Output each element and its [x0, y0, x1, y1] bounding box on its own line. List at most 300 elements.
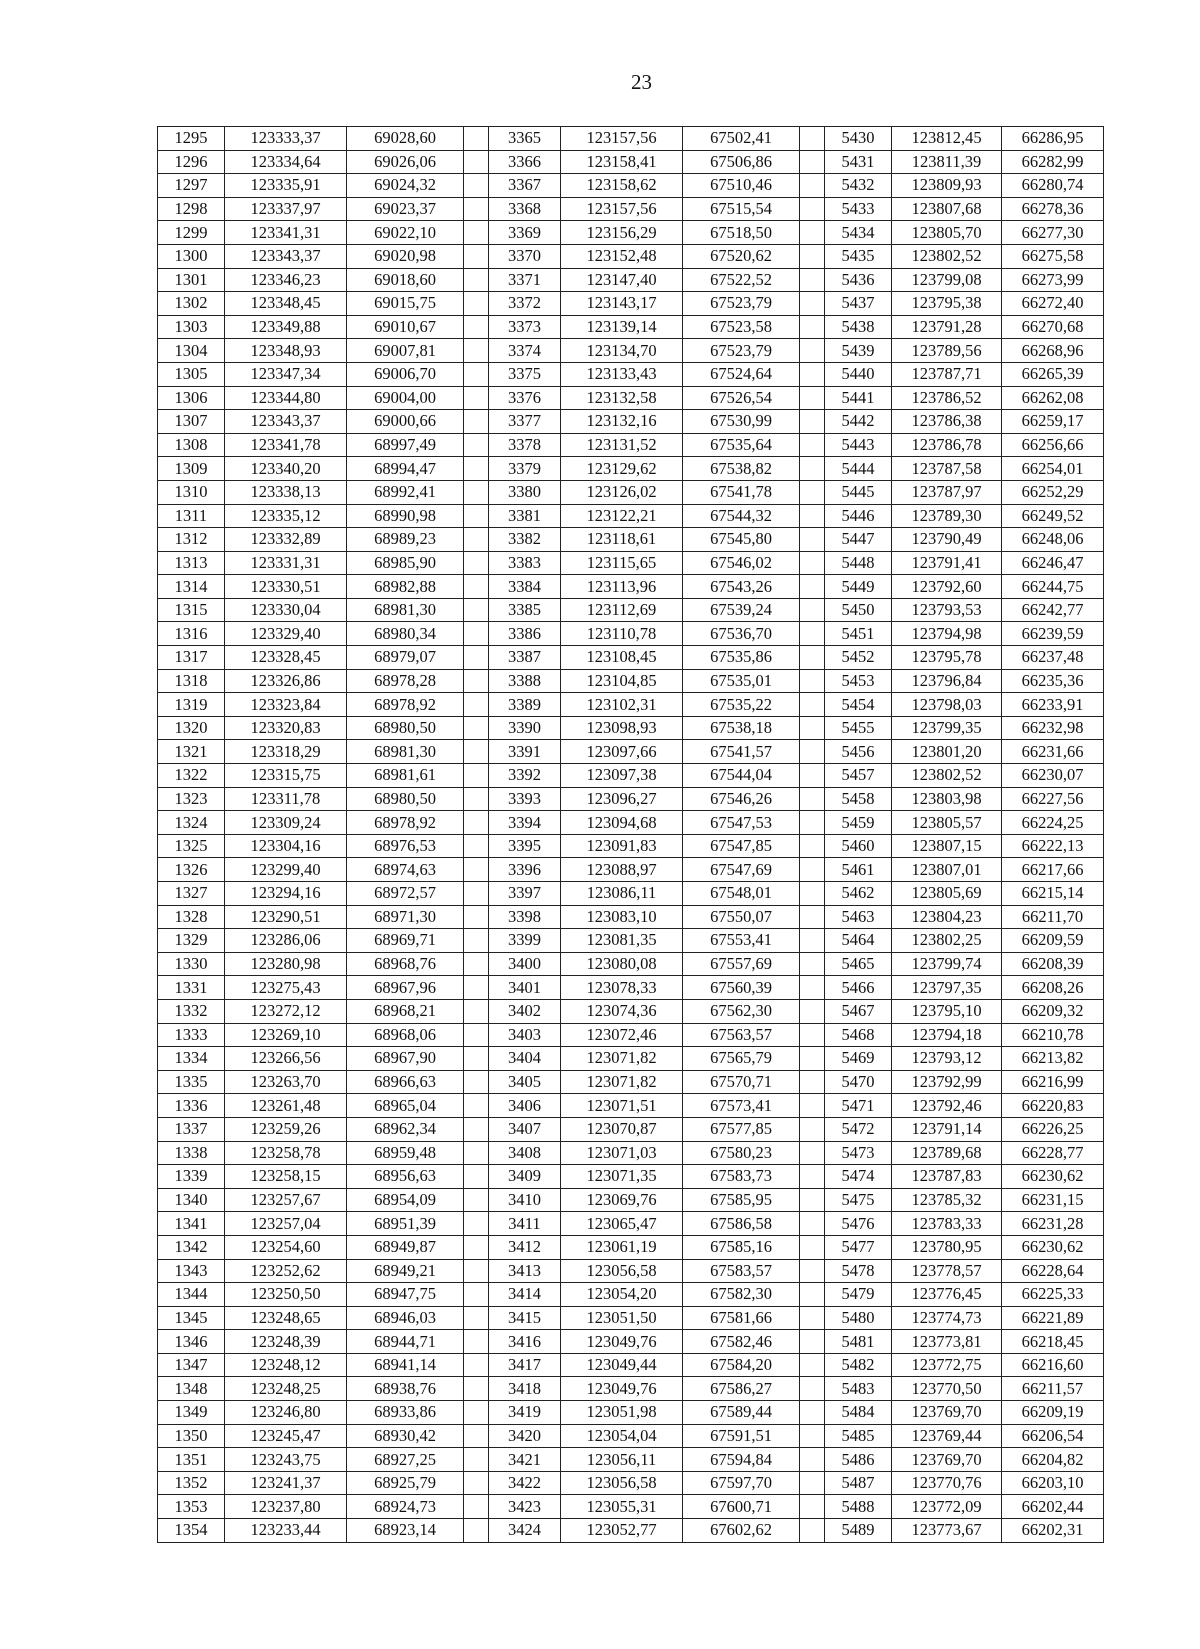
group2-y-coordinate-cell: 67586,58	[683, 1212, 800, 1236]
table-row	[158, 1188, 1104, 1212]
group3-y-coordinate-cell: 66278,36	[1002, 197, 1104, 221]
group2-x-coordinate-cell: 123122,21	[561, 504, 683, 528]
group2-y-coordinate-cell: 67523,79	[683, 339, 800, 363]
group3-x-coordinate-cell: 123769,70	[892, 1448, 1002, 1472]
group3-point-number-cell: 5444	[825, 457, 892, 481]
group1-x-coordinate-cell: 123329,40	[225, 622, 347, 646]
group2-point-number-cell: 3387	[489, 646, 561, 670]
group3-y-coordinate-cell: 66277,30	[1002, 221, 1104, 245]
group2-x-coordinate-cell: 123094,68	[561, 811, 683, 835]
group1-y-coordinate-cell: 68949,87	[347, 1235, 464, 1259]
table-row	[158, 1424, 1104, 1448]
group2-x-coordinate-cell: 123070,87	[561, 1117, 683, 1141]
column-spacer	[800, 221, 825, 245]
group1-y-coordinate-cell: 68962,34	[347, 1117, 464, 1141]
group1-point-number-cell: 1326	[158, 858, 225, 882]
column-spacer	[464, 693, 489, 717]
group3-y-coordinate-cell: 66232,98	[1002, 716, 1104, 740]
group2-point-number-cell: 3390	[489, 716, 561, 740]
group2-x-coordinate-cell: 123065,47	[561, 1212, 683, 1236]
group3-x-coordinate-cell: 123793,12	[892, 1047, 1002, 1071]
group2-y-coordinate-cell: 67563,57	[683, 1023, 800, 1047]
group2-x-coordinate-cell: 123102,31	[561, 693, 683, 717]
group2-y-coordinate-cell: 67570,71	[683, 1070, 800, 1094]
group2-x-coordinate-cell: 123071,82	[561, 1047, 683, 1071]
group2-point-number-cell: 3412	[489, 1235, 561, 1259]
group2-x-coordinate-cell: 123157,56	[561, 197, 683, 221]
group3-x-coordinate-cell: 123787,58	[892, 457, 1002, 481]
group3-point-number-cell: 5469	[825, 1047, 892, 1071]
group1-point-number-cell: 1335	[158, 1070, 225, 1094]
group3-x-coordinate-cell: 123801,20	[892, 740, 1002, 764]
group2-x-coordinate-cell: 123052,77	[561, 1519, 683, 1543]
table-row	[158, 551, 1104, 575]
table-row	[158, 1235, 1104, 1259]
group2-point-number-cell: 3418	[489, 1377, 561, 1401]
column-spacer	[800, 999, 825, 1023]
group2-point-number-cell: 3380	[489, 480, 561, 504]
column-spacer	[464, 339, 489, 363]
group2-x-coordinate-cell: 123054,20	[561, 1283, 683, 1307]
group1-x-coordinate-cell: 123248,12	[225, 1353, 347, 1377]
group3-x-coordinate-cell: 123786,38	[892, 410, 1002, 434]
group2-y-coordinate-cell: 67545,80	[683, 528, 800, 552]
group3-y-coordinate-cell: 66208,26	[1002, 976, 1104, 1000]
table-row	[158, 244, 1104, 268]
column-spacer	[800, 787, 825, 811]
table-row	[158, 622, 1104, 646]
group2-y-coordinate-cell: 67584,20	[683, 1353, 800, 1377]
column-spacer	[800, 1117, 825, 1141]
group3-point-number-cell: 5438	[825, 315, 892, 339]
group3-point-number-cell: 5441	[825, 386, 892, 410]
column-spacer	[800, 811, 825, 835]
group3-y-coordinate-cell: 66202,44	[1002, 1495, 1104, 1519]
group3-point-number-cell: 5473	[825, 1141, 892, 1165]
group1-y-coordinate-cell: 69018,60	[347, 268, 464, 292]
group2-point-number-cell: 3421	[489, 1448, 561, 1472]
column-spacer	[464, 669, 489, 693]
table-row	[158, 127, 1104, 151]
column-spacer	[800, 646, 825, 670]
column-spacer	[464, 410, 489, 434]
group3-y-coordinate-cell: 66237,48	[1002, 646, 1104, 670]
group1-point-number-cell: 1314	[158, 575, 225, 599]
table-row	[158, 1023, 1104, 1047]
column-spacer	[800, 1330, 825, 1354]
group2-point-number-cell: 3415	[489, 1306, 561, 1330]
column-spacer	[800, 433, 825, 457]
group2-x-coordinate-cell: 123083,10	[561, 905, 683, 929]
group2-x-coordinate-cell: 123096,27	[561, 787, 683, 811]
column-spacer	[800, 740, 825, 764]
group1-x-coordinate-cell: 123333,37	[225, 127, 347, 151]
group2-x-coordinate-cell: 123126,02	[561, 480, 683, 504]
table-row	[158, 1094, 1104, 1118]
group1-x-coordinate-cell: 123237,80	[225, 1495, 347, 1519]
column-spacer	[800, 622, 825, 646]
group1-y-coordinate-cell: 68978,28	[347, 669, 464, 693]
group2-point-number-cell: 3405	[489, 1070, 561, 1094]
group1-x-coordinate-cell: 123335,12	[225, 504, 347, 528]
group2-y-coordinate-cell: 67523,79	[683, 292, 800, 316]
group2-y-coordinate-cell: 67541,78	[683, 480, 800, 504]
group1-point-number-cell: 1317	[158, 646, 225, 670]
group1-y-coordinate-cell: 68930,42	[347, 1424, 464, 1448]
table-row	[158, 764, 1104, 788]
column-spacer	[464, 764, 489, 788]
table-row	[158, 504, 1104, 528]
group1-y-coordinate-cell: 68982,88	[347, 575, 464, 599]
group2-y-coordinate-cell: 67506,86	[683, 150, 800, 174]
column-spacer	[800, 575, 825, 599]
group1-y-coordinate-cell: 68966,63	[347, 1070, 464, 1094]
group2-x-coordinate-cell: 123131,52	[561, 433, 683, 457]
group2-x-coordinate-cell: 123158,41	[561, 150, 683, 174]
group3-point-number-cell: 5462	[825, 882, 892, 906]
group1-point-number-cell: 1348	[158, 1377, 225, 1401]
group3-point-number-cell: 5476	[825, 1212, 892, 1236]
group3-x-coordinate-cell: 123793,53	[892, 598, 1002, 622]
group3-point-number-cell: 5470	[825, 1070, 892, 1094]
group1-x-coordinate-cell: 123266,56	[225, 1047, 347, 1071]
column-spacer	[464, 174, 489, 198]
group1-y-coordinate-cell: 68965,04	[347, 1094, 464, 1118]
group2-y-coordinate-cell: 67547,53	[683, 811, 800, 835]
column-spacer	[464, 1070, 489, 1094]
group2-x-coordinate-cell: 123097,66	[561, 740, 683, 764]
group1-y-coordinate-cell: 68994,47	[347, 457, 464, 481]
group2-x-coordinate-cell: 123158,62	[561, 174, 683, 198]
group3-x-coordinate-cell: 123772,75	[892, 1353, 1002, 1377]
group2-x-coordinate-cell: 123056,58	[561, 1259, 683, 1283]
group3-y-coordinate-cell: 66262,08	[1002, 386, 1104, 410]
group2-point-number-cell: 3386	[489, 622, 561, 646]
group1-x-coordinate-cell: 123330,04	[225, 598, 347, 622]
table-row	[158, 1117, 1104, 1141]
group3-x-coordinate-cell: 123812,45	[892, 127, 1002, 151]
group1-y-coordinate-cell: 68938,76	[347, 1377, 464, 1401]
group1-x-coordinate-cell: 123245,47	[225, 1424, 347, 1448]
group2-point-number-cell: 3384	[489, 575, 561, 599]
group3-point-number-cell: 5480	[825, 1306, 892, 1330]
group1-point-number-cell: 1338	[158, 1141, 225, 1165]
group3-point-number-cell: 5431	[825, 150, 892, 174]
group3-x-coordinate-cell: 123795,10	[892, 999, 1002, 1023]
group1-x-coordinate-cell: 123272,12	[225, 999, 347, 1023]
column-spacer	[800, 197, 825, 221]
group3-x-coordinate-cell: 123790,49	[892, 528, 1002, 552]
group1-y-coordinate-cell: 68971,30	[347, 905, 464, 929]
group3-point-number-cell: 5471	[825, 1094, 892, 1118]
column-spacer	[464, 598, 489, 622]
group2-y-coordinate-cell: 67510,46	[683, 174, 800, 198]
group1-point-number-cell: 1304	[158, 339, 225, 363]
group2-point-number-cell: 3377	[489, 410, 561, 434]
group3-point-number-cell: 5484	[825, 1401, 892, 1425]
table-row	[158, 1070, 1104, 1094]
group2-x-coordinate-cell: 123086,11	[561, 882, 683, 906]
table-row	[158, 386, 1104, 410]
table-row	[158, 693, 1104, 717]
group1-y-coordinate-cell: 68927,25	[347, 1448, 464, 1472]
column-spacer	[464, 1401, 489, 1425]
group3-point-number-cell: 5435	[825, 244, 892, 268]
group3-y-coordinate-cell: 66282,99	[1002, 150, 1104, 174]
column-spacer	[800, 551, 825, 575]
group3-x-coordinate-cell: 123791,41	[892, 551, 1002, 575]
column-spacer	[800, 1188, 825, 1212]
column-spacer	[800, 1094, 825, 1118]
group3-y-coordinate-cell: 66216,60	[1002, 1353, 1104, 1377]
group1-y-coordinate-cell: 69026,06	[347, 150, 464, 174]
table-row	[158, 740, 1104, 764]
group3-x-coordinate-cell: 123789,56	[892, 339, 1002, 363]
group1-point-number-cell: 1342	[158, 1235, 225, 1259]
group2-x-coordinate-cell: 123074,36	[561, 999, 683, 1023]
group2-y-coordinate-cell: 67535,64	[683, 433, 800, 457]
group1-x-coordinate-cell: 123318,29	[225, 740, 347, 764]
group3-point-number-cell: 5448	[825, 551, 892, 575]
group3-x-coordinate-cell: 123794,18	[892, 1023, 1002, 1047]
group2-y-coordinate-cell: 67515,54	[683, 197, 800, 221]
group1-point-number-cell: 1323	[158, 787, 225, 811]
column-spacer	[464, 386, 489, 410]
column-spacer	[464, 268, 489, 292]
group1-x-coordinate-cell: 123304,16	[225, 834, 347, 858]
group2-y-coordinate-cell: 67523,58	[683, 315, 800, 339]
column-spacer	[464, 1519, 489, 1543]
group3-y-coordinate-cell: 66230,07	[1002, 764, 1104, 788]
group2-point-number-cell: 3401	[489, 976, 561, 1000]
group2-point-number-cell: 3366	[489, 150, 561, 174]
group2-point-number-cell: 3394	[489, 811, 561, 835]
coordinates-table	[157, 126, 1104, 1543]
group3-y-coordinate-cell: 66228,64	[1002, 1259, 1104, 1283]
column-spacer	[800, 268, 825, 292]
column-spacer	[464, 1330, 489, 1354]
group2-x-coordinate-cell: 123132,58	[561, 386, 683, 410]
group1-y-coordinate-cell: 69006,70	[347, 362, 464, 386]
group3-x-coordinate-cell: 123805,69	[892, 882, 1002, 906]
column-spacer	[464, 457, 489, 481]
group1-y-coordinate-cell: 69023,37	[347, 197, 464, 221]
group3-y-coordinate-cell: 66225,33	[1002, 1283, 1104, 1307]
group1-y-coordinate-cell: 68924,73	[347, 1495, 464, 1519]
group3-y-coordinate-cell: 66204,82	[1002, 1448, 1104, 1472]
group1-y-coordinate-cell: 68947,75	[347, 1283, 464, 1307]
group1-point-number-cell: 1352	[158, 1471, 225, 1495]
group1-point-number-cell: 1341	[158, 1212, 225, 1236]
group3-x-coordinate-cell: 123769,70	[892, 1401, 1002, 1425]
group2-y-coordinate-cell: 67535,01	[683, 669, 800, 693]
group1-x-coordinate-cell: 123320,83	[225, 716, 347, 740]
group2-x-coordinate-cell: 123152,48	[561, 244, 683, 268]
group3-x-coordinate-cell: 123772,09	[892, 1495, 1002, 1519]
table-row	[158, 646, 1104, 670]
group1-y-coordinate-cell: 68949,21	[347, 1259, 464, 1283]
group2-x-coordinate-cell: 123108,45	[561, 646, 683, 670]
group3-y-coordinate-cell: 66221,89	[1002, 1306, 1104, 1330]
table-row	[158, 268, 1104, 292]
group2-point-number-cell: 3424	[489, 1519, 561, 1543]
group3-y-coordinate-cell: 66210,78	[1002, 1023, 1104, 1047]
group2-point-number-cell: 3393	[489, 787, 561, 811]
column-spacer	[800, 1212, 825, 1236]
group2-point-number-cell: 3365	[489, 127, 561, 151]
group2-point-number-cell: 3392	[489, 764, 561, 788]
group2-point-number-cell: 3416	[489, 1330, 561, 1354]
group1-x-coordinate-cell: 123254,60	[225, 1235, 347, 1259]
group2-y-coordinate-cell: 67597,70	[683, 1471, 800, 1495]
group2-point-number-cell: 3370	[489, 244, 561, 268]
group2-y-coordinate-cell: 67548,01	[683, 882, 800, 906]
group2-x-coordinate-cell: 123133,43	[561, 362, 683, 386]
group3-x-coordinate-cell: 123792,60	[892, 575, 1002, 599]
column-spacer	[800, 315, 825, 339]
group1-x-coordinate-cell: 123280,98	[225, 952, 347, 976]
group2-point-number-cell: 3417	[489, 1353, 561, 1377]
group2-x-coordinate-cell: 123088,97	[561, 858, 683, 882]
group2-y-coordinate-cell: 67530,99	[683, 410, 800, 434]
table-row	[158, 433, 1104, 457]
group2-x-coordinate-cell: 123072,46	[561, 1023, 683, 1047]
column-spacer	[464, 292, 489, 316]
group1-y-coordinate-cell: 69007,81	[347, 339, 464, 363]
column-spacer	[464, 834, 489, 858]
column-spacer	[800, 386, 825, 410]
group1-x-coordinate-cell: 123248,65	[225, 1306, 347, 1330]
group1-y-coordinate-cell: 68956,63	[347, 1165, 464, 1189]
group2-point-number-cell: 3368	[489, 197, 561, 221]
column-spacer	[464, 1353, 489, 1377]
group2-x-coordinate-cell: 123069,76	[561, 1188, 683, 1212]
group3-y-coordinate-cell: 66218,45	[1002, 1330, 1104, 1354]
column-spacer	[800, 834, 825, 858]
group1-point-number-cell: 1336	[158, 1094, 225, 1118]
group1-point-number-cell: 1311	[158, 504, 225, 528]
column-spacer	[464, 1424, 489, 1448]
group2-y-coordinate-cell: 67535,22	[683, 693, 800, 717]
group3-point-number-cell: 5464	[825, 929, 892, 953]
group2-y-coordinate-cell: 67582,30	[683, 1283, 800, 1307]
group2-point-number-cell: 3419	[489, 1401, 561, 1425]
group3-point-number-cell: 5445	[825, 480, 892, 504]
group2-point-number-cell: 3411	[489, 1212, 561, 1236]
column-spacer	[464, 221, 489, 245]
group3-y-coordinate-cell: 66272,40	[1002, 292, 1104, 316]
table-row	[158, 1283, 1104, 1307]
group1-point-number-cell: 1354	[158, 1519, 225, 1543]
group1-x-coordinate-cell: 123258,78	[225, 1141, 347, 1165]
group1-y-coordinate-cell: 68967,96	[347, 976, 464, 1000]
group1-x-coordinate-cell: 123309,24	[225, 811, 347, 835]
group1-point-number-cell: 1322	[158, 764, 225, 788]
group2-point-number-cell: 3385	[489, 598, 561, 622]
group2-x-coordinate-cell: 123071,35	[561, 1165, 683, 1189]
group3-point-number-cell: 5465	[825, 952, 892, 976]
group3-x-coordinate-cell: 123786,52	[892, 386, 1002, 410]
group2-point-number-cell: 3372	[489, 292, 561, 316]
group2-x-coordinate-cell: 123056,58	[561, 1471, 683, 1495]
group3-y-coordinate-cell: 66239,59	[1002, 622, 1104, 646]
group3-x-coordinate-cell: 123792,99	[892, 1070, 1002, 1094]
group3-y-coordinate-cell: 66208,39	[1002, 952, 1104, 976]
group3-point-number-cell: 5443	[825, 433, 892, 457]
group3-y-coordinate-cell: 66275,58	[1002, 244, 1104, 268]
group3-point-number-cell: 5477	[825, 1235, 892, 1259]
group1-y-coordinate-cell: 69028,60	[347, 127, 464, 151]
group2-x-coordinate-cell: 123049,44	[561, 1353, 683, 1377]
group3-x-coordinate-cell: 123789,30	[892, 504, 1002, 528]
column-spacer	[464, 952, 489, 976]
group2-x-coordinate-cell: 123080,08	[561, 952, 683, 976]
column-spacer	[464, 1141, 489, 1165]
group2-x-coordinate-cell: 123071,03	[561, 1141, 683, 1165]
group2-point-number-cell: 3420	[489, 1424, 561, 1448]
group3-x-coordinate-cell: 123789,68	[892, 1141, 1002, 1165]
group3-point-number-cell: 5487	[825, 1471, 892, 1495]
group2-y-coordinate-cell: 67518,50	[683, 221, 800, 245]
group2-point-number-cell: 3402	[489, 999, 561, 1023]
group1-y-coordinate-cell: 68933,86	[347, 1401, 464, 1425]
group3-y-coordinate-cell: 66248,06	[1002, 528, 1104, 552]
group1-y-coordinate-cell: 68954,09	[347, 1188, 464, 1212]
group2-x-coordinate-cell: 123104,85	[561, 669, 683, 693]
group1-y-coordinate-cell: 68980,50	[347, 787, 464, 811]
group2-point-number-cell: 3383	[489, 551, 561, 575]
table-row	[158, 1401, 1104, 1425]
column-spacer	[800, 1495, 825, 1519]
group3-x-coordinate-cell: 123797,35	[892, 976, 1002, 1000]
column-spacer	[464, 1023, 489, 1047]
column-spacer	[800, 929, 825, 953]
group3-x-coordinate-cell: 123783,33	[892, 1212, 1002, 1236]
group3-x-coordinate-cell: 123795,38	[892, 292, 1002, 316]
column-spacer	[800, 1165, 825, 1189]
group3-point-number-cell: 5489	[825, 1519, 892, 1543]
group1-point-number-cell: 1321	[158, 740, 225, 764]
group3-x-coordinate-cell: 123798,03	[892, 693, 1002, 717]
group3-x-coordinate-cell: 123799,35	[892, 716, 1002, 740]
group2-x-coordinate-cell: 123147,40	[561, 268, 683, 292]
group3-x-coordinate-cell: 123799,74	[892, 952, 1002, 976]
group3-point-number-cell: 5452	[825, 646, 892, 670]
group3-y-coordinate-cell: 66273,99	[1002, 268, 1104, 292]
group3-point-number-cell: 5433	[825, 197, 892, 221]
column-spacer	[464, 976, 489, 1000]
group2-x-coordinate-cell: 123118,61	[561, 528, 683, 552]
group1-point-number-cell: 1330	[158, 952, 225, 976]
group1-point-number-cell: 1339	[158, 1165, 225, 1189]
group1-point-number-cell: 1297	[158, 174, 225, 198]
group3-y-coordinate-cell: 66203,10	[1002, 1471, 1104, 1495]
group2-point-number-cell: 3376	[489, 386, 561, 410]
group2-point-number-cell: 3391	[489, 740, 561, 764]
group1-point-number-cell: 1351	[158, 1448, 225, 1472]
group3-x-coordinate-cell: 123787,83	[892, 1165, 1002, 1189]
group2-y-coordinate-cell: 67544,32	[683, 504, 800, 528]
group3-x-coordinate-cell: 123774,73	[892, 1306, 1002, 1330]
group1-y-coordinate-cell: 69004,00	[347, 386, 464, 410]
group1-x-coordinate-cell: 123341,78	[225, 433, 347, 457]
group1-x-coordinate-cell: 123331,31	[225, 551, 347, 575]
group1-x-coordinate-cell: 123348,45	[225, 292, 347, 316]
group3-y-coordinate-cell: 66211,70	[1002, 905, 1104, 929]
group1-y-coordinate-cell: 69022,10	[347, 221, 464, 245]
group3-y-coordinate-cell: 66254,01	[1002, 457, 1104, 481]
group1-y-coordinate-cell: 68978,92	[347, 693, 464, 717]
